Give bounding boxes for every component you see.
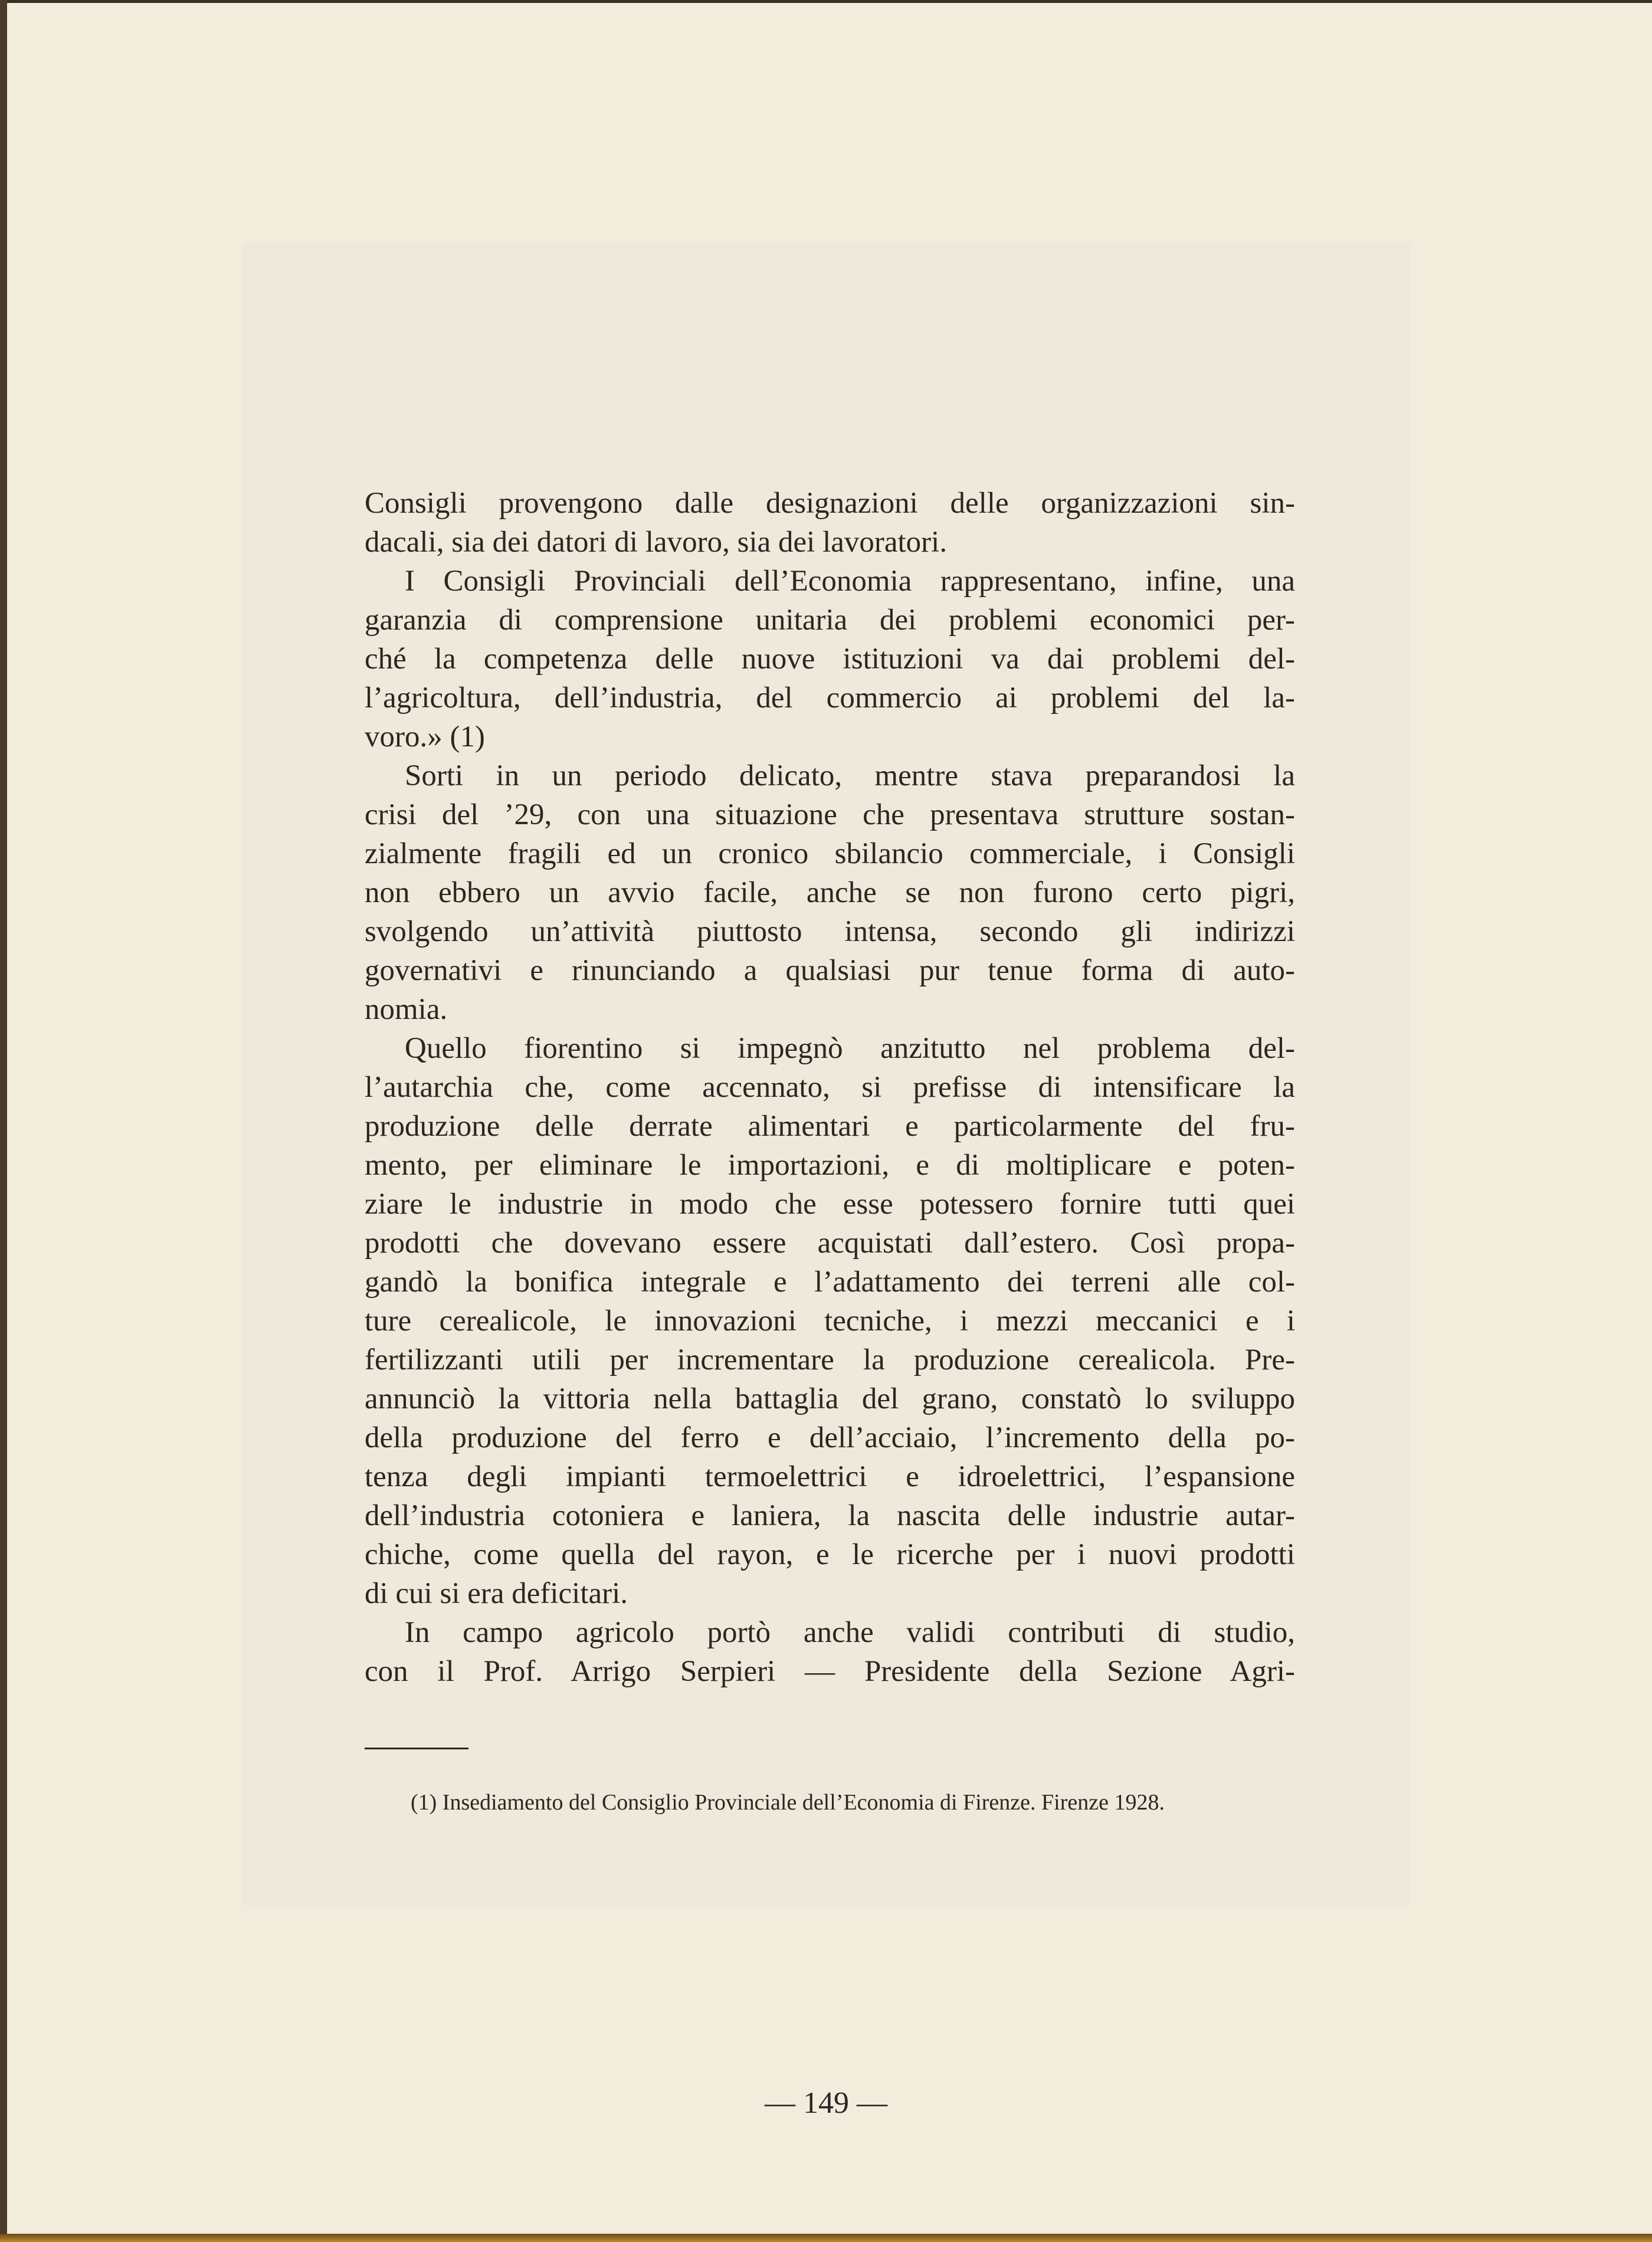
text-line: non ebbero un avvio facile, anche se non furono certo pigri, [365,876,1295,909]
scan-bottom-edge [0,2234,1652,2242]
text-line: garanzia di comprensione unitaria dei problemi economici per- [365,604,1295,637]
text-line: ché la competenza delle nuove istituzioni va dai problemi del- [365,643,1295,676]
footnote: (1) Insediamento del Consiglio Provinciale dell’Economia di Firenze. Firenze 1928. [411,1790,1165,1815]
text-line: gandò la bonifica integrale e l’adattamento dei terreni alle col- [365,1266,1295,1299]
text-line: annunciò la vittoria nella battaglia del grano, constatò lo sviluppo [365,1382,1295,1415]
text-line: Quello fiorentino si impegnò anzitutto nel problema del- [405,1032,1295,1065]
scan-top-edge [0,0,1652,3]
text-line: svolgendo un’attività piuttosto intensa, secondo gli indirizzi [365,915,1295,948]
text-line: ture cerealicole, le innovazioni tecniche, i mezzi meccanici e i [365,1304,1295,1338]
text-line: tenza degli impianti termoelettrici e idroelettrici, l’espansione [365,1460,1295,1493]
text-line: ziare le industrie in modo che esse potessero fornire tutti quei [365,1188,1295,1221]
footnote-separator [365,1748,468,1749]
text-line: fertilizzanti utili per incrementare la produzione cerealicola. Pre- [365,1343,1295,1376]
text-line: In campo agricolo portò anche validi contributi di studio, [405,1616,1295,1649]
text-line: Sorti in un periodo delicato, mentre stava preparandosi la [405,759,1295,792]
page-number: — 149 — [765,2086,887,2120]
text-line: di cui si era deficitari. [365,1577,628,1610]
text-line: prodotti che dovevano essere acquistati dall’estero. Così propa- [365,1227,1295,1260]
text-line: zialmente fragili ed un cronico sbilancio commerciale, i Consigli [365,837,1295,870]
text-line: chiche, come quella del rayon, e le ricerche per i nuovi prodotti [365,1538,1295,1571]
text-line: governativi e rinunciando a qualsiasi pur tenue forma di auto- [365,954,1295,987]
text-line: produzione delle derrate alimentari e particolarmente del fru- [365,1110,1295,1143]
text-line: dell’industria cotoniera e laniera, la nascita delle industrie autar- [365,1499,1295,1532]
text-line: l’agricoltura, dell’industria, del commercio ai problemi del la- [365,681,1295,714]
text-line: della produzione del ferro e dell’acciaio, l’incremento della po- [365,1421,1295,1454]
text-line: con il Prof. Arrigo Serpieri — Presidente della Sezione Agri- [365,1655,1295,1688]
text-line: crisi del ’29, con una situazione che presentava strutture sostan- [365,798,1295,831]
text-line: Consigli provengono dalle designazioni delle organizzazioni sin- [365,487,1295,520]
text-line: I Consigli Provinciali dell’Economia rappresentano, infine, una [405,565,1295,598]
text-line: dacali, sia dei datori di lavoro, sia dei lavoratori. [365,526,948,559]
text-line: l’autarchia che, come accennato, si prefisse di intensificare la [365,1071,1295,1104]
text-line: nomia. [365,993,448,1026]
text-line: voro.» (1) [365,720,485,753]
binding-edge [0,0,7,2242]
text-line: mento, per eliminare le importazioni, e di moltiplicare e poten- [365,1149,1295,1182]
